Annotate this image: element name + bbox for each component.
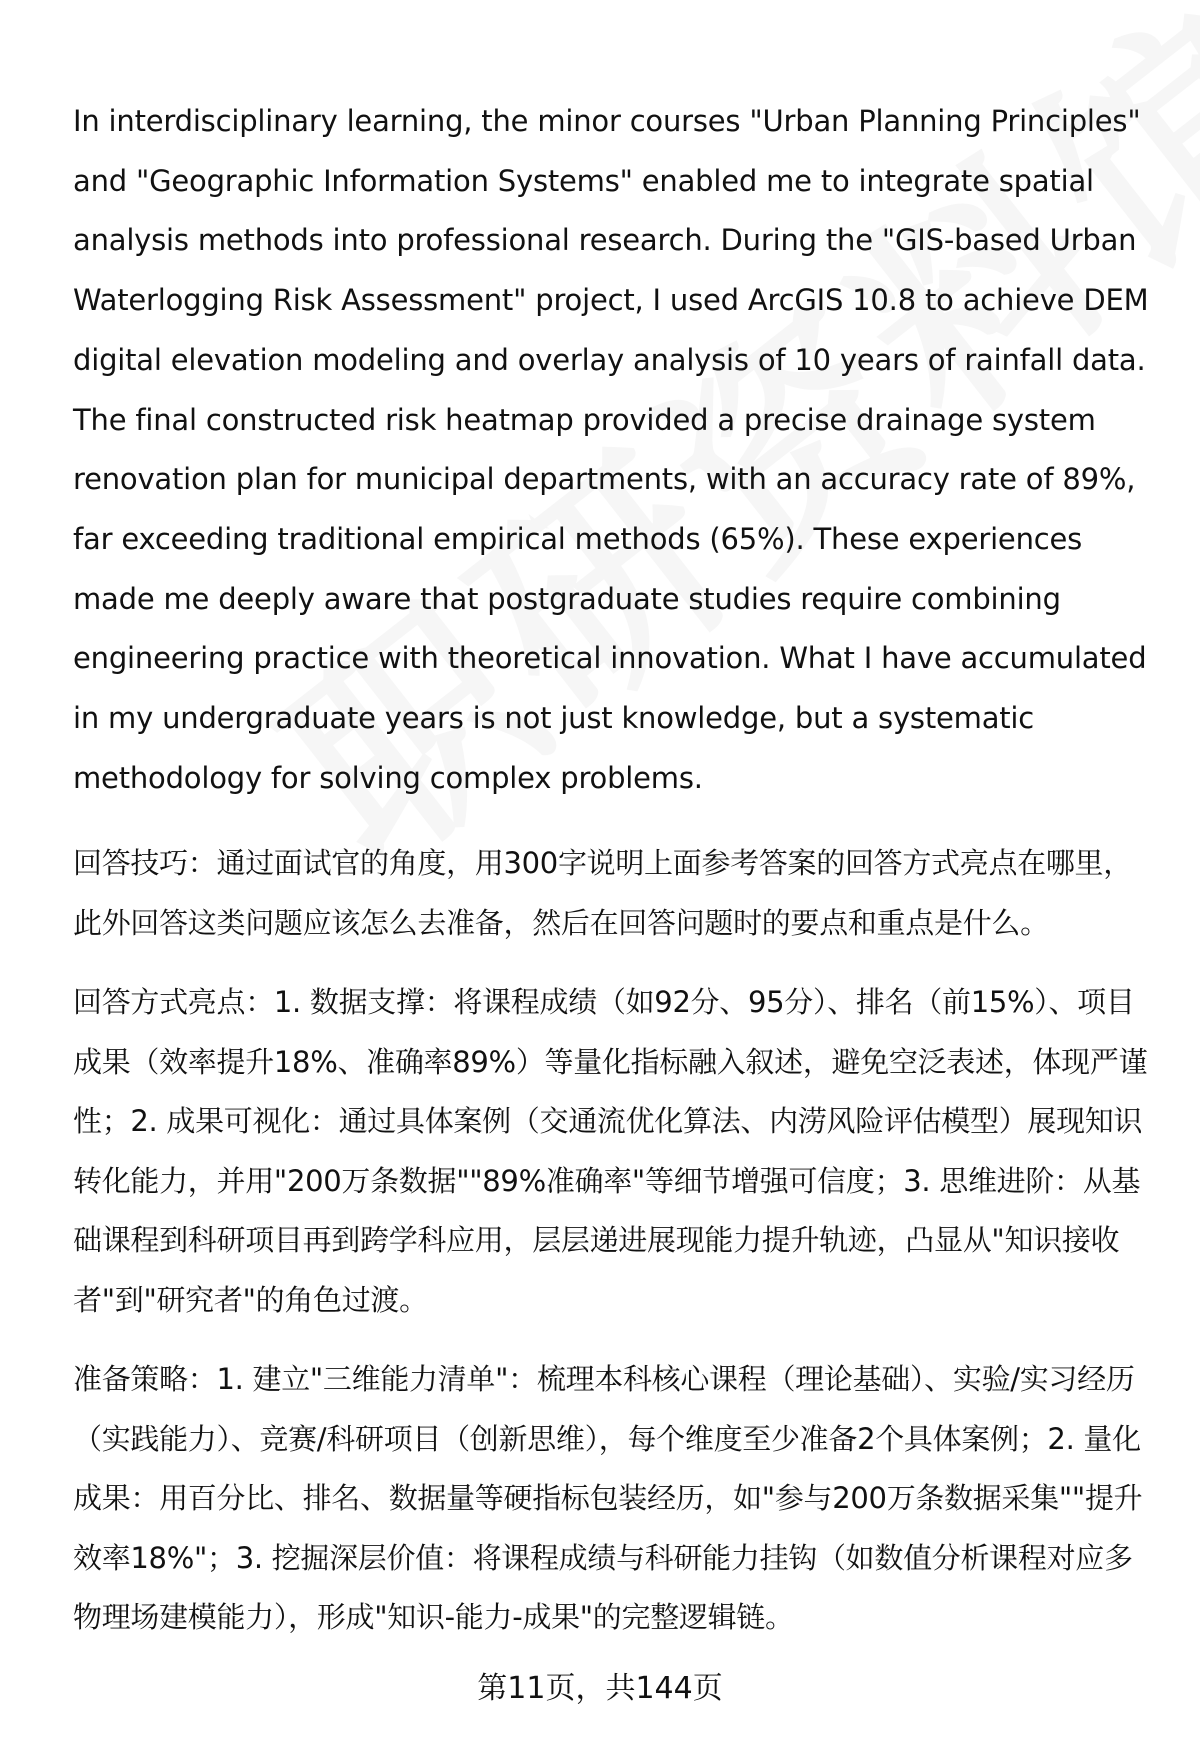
page-number-footer: 第11页，共144页 [477,1671,723,1706]
answer-highlights-paragraph: 回答方式亮点：1. 数据支撑：将课程成绩（如92分、95分）、排名（前15%）、项目成果（效率提升18%、准确率89%）等量化指标融入叙述，避免空泛表述，体现严谨性；2. 成果可视化：通过具体案例（交通流优化算法、内涝风险评估模型）展现知识转化能力，并用"200万条数据""89%准确率"等细节增强可信度；3. 思维进阶：从基础课程到科研项目再到跨学科应用，层层递进展现能力提升轨迹，凸显从"知识接收者"到"研究者"的角色过渡。 [73,985,1148,1317]
answer-paragraph-english: In interdisciplinary learning, the minor courses "Urban Planning Principles" and "Geographic Information Systems" enabled me to integrate spatial analysis methods into professional research. During the "GIS-based Urban Waterlogging Risk Assessment" project, I used ArcGIS 10.8 to achieve DEM digital elevation modeling and overlay analysis of 10 years of rainfall data. The final constructed risk heatmap provided a precise drainage system renovation plan for municipal departments, with an accuracy rate of 89%, far exceeding traditional empirical methods (65%). These experiences made me deeply aware that postgraduate studies require combining engineering practice with theoretical innovation. What I have accumulated in my undergraduate years is not just knowledge, but a systematic methodology for solving complex problems. [73,104,1149,795]
answer-tips-paragraph: 回答技巧：通过面试官的角度，用300字说明上面参考答案的回答方式亮点在哪里，此外回答这类问题应该怎么去准备，然后在回答问题时的要点和重点是什么。 [73,846,1132,940]
page-content [73,92,1153,1668]
preparation-strategy-paragraph: 准备策略：1. 建立"三维能力清单"：梳理本科核心课程（理论基础）、实验/实习经历（实践能力）、竞赛/科研项目（创新思维），每个维度至少准备2个具体案例；2. 量化成果：用百分比、排名、数据量等硬指标包装经历，如"参与200万条数据采集""提升效率18%"；3. 挖掘深层价值：将课程成绩与科研能力挂钩（如数值分析课程对应多物理场建模能力），形成"知识-能力-成果"的完整逻辑链。 [73,1362,1143,1635]
